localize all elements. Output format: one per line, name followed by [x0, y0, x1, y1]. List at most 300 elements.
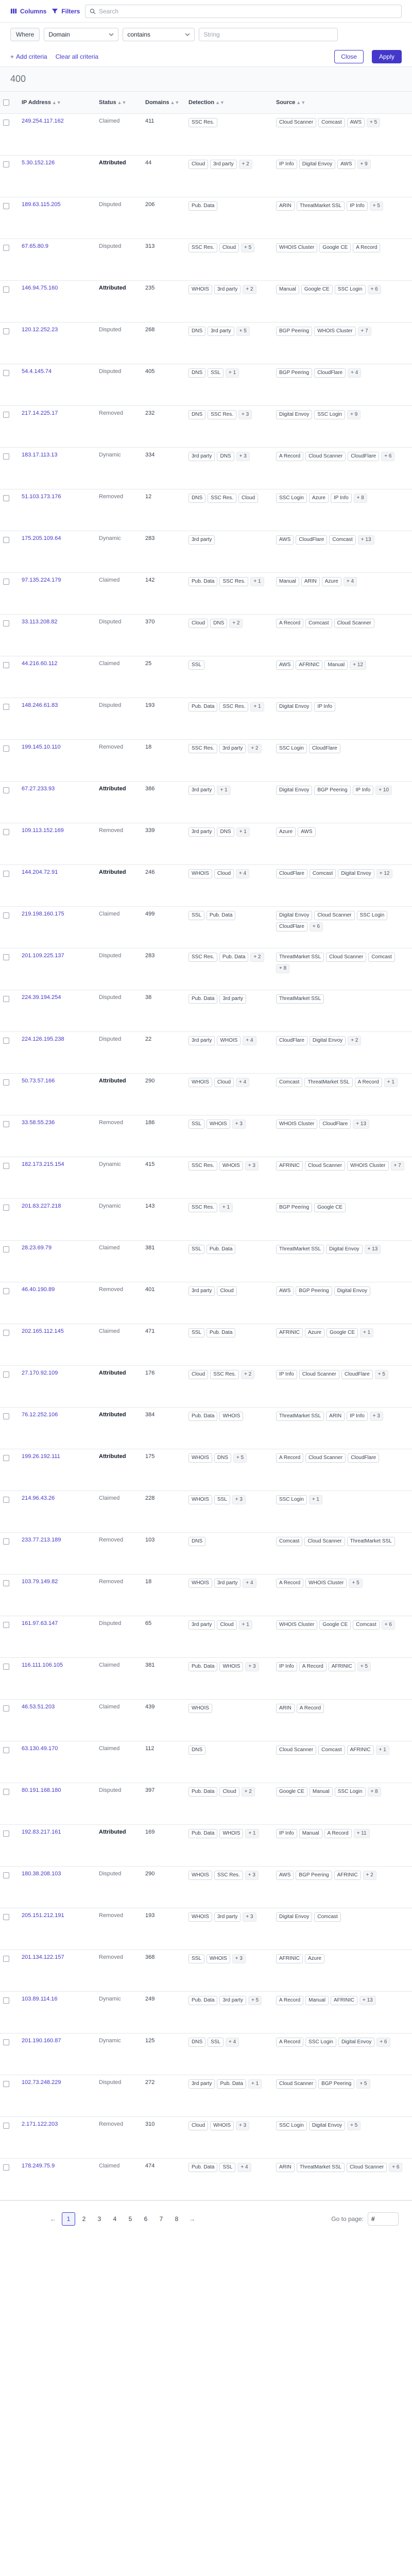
detection-more-tag[interactable]: + 3 — [245, 1662, 259, 1671]
ip-link[interactable]: 5.30.152.126 — [22, 159, 55, 166]
status-text: Removed — [99, 1912, 124, 1919]
ip-link[interactable]: 183.17.113.13 — [22, 451, 58, 458]
row-checkbox[interactable] — [3, 537, 9, 543]
detection-more-tag[interactable]: + 1 — [250, 702, 264, 711]
ip-link[interactable]: 67.27.233.93 — [22, 785, 55, 792]
detection-more-tag[interactable]: + 2 — [242, 1787, 255, 1797]
ip-link[interactable]: 80.191.168.180 — [22, 1787, 61, 1793]
status-cell — [96, 1157, 142, 1198]
detection-more-tag[interactable]: + 2 — [241, 1370, 254, 1379]
source-more-tag[interactable]: + 1 — [360, 1328, 373, 1337]
detection-more-tag[interactable]: + 1 — [236, 827, 250, 837]
source-tag: A Record — [299, 1662, 327, 1671]
detection-more-tag[interactable]: + 1 — [248, 2079, 262, 2089]
page-button[interactable]: 3 — [97, 2215, 101, 2223]
source-cell — [273, 823, 412, 865]
row-checkbox[interactable] — [3, 1622, 9, 1628]
detection-tag: WHOIS — [188, 1704, 212, 1713]
ip-link[interactable]: 54.4.145.74 — [22, 368, 52, 375]
row-checkbox[interactable] — [3, 245, 9, 251]
status-cell — [96, 531, 142, 572]
source-more-tag[interactable]: + 6 — [382, 1620, 395, 1630]
source-more-tag[interactable]: + 6 — [389, 2163, 402, 2172]
row-checkbox[interactable] — [3, 1580, 9, 1586]
detection-more-tag[interactable]: + 4 — [237, 2163, 251, 2172]
domains-count: 232 — [145, 410, 155, 416]
domains-count: 397 — [145, 1787, 155, 1793]
detection-tag: SSL — [219, 2163, 235, 2172]
ip-link[interactable]: 27.170.92.109 — [22, 1369, 58, 1376]
detection-more-tag[interactable]: + 2 — [248, 744, 261, 753]
row-checkbox[interactable] — [3, 579, 9, 585]
header-status[interactable] — [96, 92, 142, 113]
table-row[interactable] — [0, 1198, 412, 1240]
row-checkbox[interactable] — [3, 370, 9, 376]
row-checkbox[interactable] — [3, 1497, 9, 1503]
ip-cell — [19, 239, 96, 280]
source-more-tag[interactable]: + 6 — [381, 452, 394, 461]
table-row[interactable] — [0, 948, 412, 990]
table-row[interactable] — [0, 155, 412, 197]
table-row[interactable] — [0, 1365, 412, 1407]
detection-more-tag[interactable]: + 5 — [248, 1996, 262, 2005]
row-checkbox[interactable] — [3, 1038, 9, 1044]
source-more-tag[interactable]: + 5 — [347, 2121, 360, 2130]
ip-link[interactable]: 182.173.215.154 — [22, 1161, 64, 1167]
row-checkbox[interactable] — [3, 745, 9, 752]
header-detection[interactable] — [185, 92, 273, 113]
source-more-tag[interactable]: + 12 — [376, 869, 393, 878]
page-button[interactable]: 6 — [144, 2215, 148, 2223]
table-row[interactable] — [0, 1950, 412, 1991]
filters-button[interactable] — [52, 8, 80, 15]
page-button[interactable]: 7 — [159, 2215, 163, 2223]
table-row[interactable] — [0, 239, 412, 280]
header-source[interactable] — [273, 92, 412, 113]
ip-link[interactable]: 224.39.194.254 — [22, 994, 61, 1001]
ip-link[interactable]: 219.198.160.175 — [22, 910, 64, 917]
row-checkbox[interactable] — [3, 1789, 9, 1795]
source-more-tag[interactable]: + 11 — [354, 1829, 370, 1838]
row-checkbox[interactable] — [3, 412, 9, 418]
detection-tags — [188, 911, 270, 920]
detection-more-tag[interactable]: + 1 — [219, 1203, 233, 1212]
source-tag: AWS — [276, 1286, 294, 1296]
source-more-tag[interactable]: + 5 — [375, 1370, 388, 1379]
domains-count: 334 — [145, 451, 155, 458]
ip-link[interactable]: 46.40.190.89 — [22, 1286, 55, 1293]
next-page-button[interactable]: → — [189, 2215, 195, 2223]
source-more-tag[interactable]: + 5 — [367, 118, 380, 127]
search-box — [85, 5, 402, 18]
status-cell — [96, 322, 142, 364]
table-row[interactable] — [0, 1824, 412, 1866]
table-row[interactable] — [0, 1490, 412, 1532]
status-cell — [96, 781, 142, 823]
ip-link[interactable]: 214.96.43.26 — [22, 1495, 55, 1501]
table-row[interactable] — [0, 1115, 412, 1157]
domains-count: 103 — [145, 1536, 155, 1543]
ip-link[interactable]: 146.94.75.160 — [22, 284, 58, 291]
detection-more-tag[interactable]: + 3 — [238, 410, 252, 419]
detection-tags — [188, 2121, 270, 2130]
header-domains-label: Domains — [145, 99, 169, 106]
ip-link[interactable]: 51.103.173.176 — [22, 493, 61, 500]
detection-cell — [185, 2158, 273, 2200]
detection-more-tag[interactable]: + 2 — [229, 619, 243, 628]
row-checkbox[interactable] — [3, 1956, 9, 1962]
row-checkbox[interactable] — [3, 620, 9, 626]
detection-more-tag[interactable]: + 1 — [226, 368, 239, 378]
ip-link[interactable]: 180.38.208.103 — [22, 1870, 61, 1877]
row-checkbox[interactable] — [3, 161, 9, 167]
ip-link[interactable]: 28.23.69.79 — [22, 1244, 52, 1251]
row-checkbox[interactable] — [3, 453, 9, 460]
ip-link[interactable]: 201.134.122.157 — [22, 1954, 64, 1960]
ip-link[interactable]: 116.111.106.105 — [22, 1662, 63, 1668]
detection-more-tag[interactable]: + 5 — [241, 243, 254, 252]
source-more-tag[interactable]: + 8 — [354, 494, 367, 503]
source-more-tag[interactable]: + 7 — [391, 1161, 404, 1171]
table-row[interactable] — [0, 1073, 412, 1115]
source-more-tag[interactable]: + 4 — [348, 368, 361, 378]
page-button[interactable]: 8 — [175, 2215, 179, 2223]
ip-link[interactable]: 192.83.217.161 — [22, 1828, 61, 1835]
ip-link[interactable]: 102.73.248.229 — [22, 2079, 61, 2086]
detection-more-tag[interactable]: + 2 — [239, 160, 252, 169]
row-checkbox[interactable] — [3, 787, 9, 793]
detection-more-tag[interactable]: + 3 — [232, 1120, 246, 1129]
ip-link[interactable]: 205.151.212.191 — [22, 1912, 64, 1919]
table-row[interactable] — [0, 2158, 412, 2200]
table-row[interactable] — [0, 1699, 412, 1741]
field-select[interactable] — [44, 28, 118, 41]
row-checkbox[interactable] — [3, 1872, 9, 1878]
table-row[interactable] — [0, 1282, 412, 1324]
domains-count: 65 — [145, 1620, 152, 1626]
source-more-tag[interactable]: + 1 — [309, 1495, 322, 1504]
source-tag: Cloud Scanner — [276, 118, 316, 127]
source-cell — [273, 1073, 412, 1115]
clear-criteria-link[interactable]: Clear all criteria — [55, 53, 99, 60]
detection-more-tag[interactable]: + 5 — [233, 1453, 247, 1463]
source-more-tag[interactable]: + 6 — [310, 922, 323, 931]
detection-tags — [188, 1745, 270, 1755]
ip-link[interactable]: 161.97.63.147 — [22, 1620, 58, 1626]
row-checkbox[interactable] — [3, 203, 9, 209]
ip-link[interactable]: 199.26.192.111 — [22, 1453, 60, 1460]
source-tag: AWS — [276, 660, 294, 670]
page-button[interactable]: 5 — [128, 2215, 132, 2223]
row-checkbox[interactable] — [3, 2123, 9, 2129]
row-select-cell — [0, 739, 19, 781]
detection-more-tag[interactable]: + 3 — [245, 1161, 259, 1171]
source-cell — [273, 2116, 412, 2158]
ip-link[interactable]: 33.113.208.82 — [22, 618, 58, 625]
source-more-tag[interactable]: + 6 — [368, 285, 381, 294]
row-checkbox[interactable] — [3, 954, 9, 960]
ip-link[interactable]: 175.205.109.64 — [22, 535, 61, 541]
table-row[interactable] — [0, 1407, 412, 1449]
detection-more-tag[interactable]: + 4 — [236, 1078, 249, 1087]
sort-icon: ▲▼ — [296, 99, 306, 105]
ip-link[interactable]: 202.165.112.145 — [22, 1328, 64, 1334]
status-cell — [96, 2158, 142, 2200]
row-checkbox[interactable] — [3, 1455, 9, 1461]
row-checkbox[interactable] — [3, 1538, 9, 1545]
source-more-tag[interactable]: + 8 — [276, 964, 289, 973]
row-checkbox[interactable] — [3, 1163, 9, 1169]
row-checkbox[interactable] — [3, 2039, 9, 2045]
page-button[interactable]: 1 — [62, 2212, 75, 2226]
row-checkbox[interactable] — [3, 1246, 9, 1252]
row-checkbox[interactable] — [3, 1371, 9, 1378]
row-checkbox[interactable] — [3, 1831, 9, 1837]
source-more-tag[interactable]: + 7 — [358, 327, 371, 336]
source-more-tag[interactable]: + 13 — [358, 535, 374, 545]
detection-tag: SSC Res. — [188, 243, 217, 252]
table-row[interactable] — [0, 1324, 412, 1365]
ip-link[interactable]: 97.135.224.179 — [22, 577, 61, 583]
domains-cell — [142, 906, 185, 948]
table-row[interactable] — [0, 322, 412, 364]
row-checkbox[interactable] — [3, 1705, 9, 1711]
detection-more-tag[interactable]: + 1 — [217, 786, 230, 795]
table-row[interactable] — [0, 1991, 412, 2033]
row-checkbox[interactable] — [3, 1288, 9, 1294]
ip-link[interactable]: 144.204.72.91 — [22, 869, 58, 875]
row-checkbox[interactable] — [3, 2081, 9, 2087]
source-more-tag[interactable]: + 4 — [344, 577, 357, 586]
source-more-tag[interactable]: + 5 — [370, 201, 383, 211]
detection-more-tag[interactable]: + 1 — [239, 1620, 252, 1630]
row-checkbox[interactable] — [3, 1413, 9, 1419]
table-row[interactable] — [0, 2116, 412, 2158]
source-more-tag[interactable]: + 1 — [376, 1745, 389, 1755]
row-checkbox[interactable] — [3, 912, 9, 919]
table-row[interactable] — [0, 1783, 412, 1824]
table-row[interactable] — [0, 405, 412, 447]
table-row[interactable] — [0, 531, 412, 572]
ip-link[interactable]: 50.73.57.166 — [22, 1077, 55, 1084]
ip-link[interactable]: 44.216.60.112 — [22, 660, 58, 667]
table-row[interactable] — [0, 781, 412, 823]
detection-cell — [185, 1950, 273, 1991]
ip-link[interactable]: 67.65.80.9 — [22, 243, 48, 249]
source-more-tag[interactable]: + 1 — [384, 1078, 398, 1087]
ip-link[interactable]: 233.77.213.189 — [22, 1536, 61, 1543]
source-more-tag[interactable]: + 13 — [353, 1120, 369, 1129]
close-button[interactable]: Close — [334, 50, 364, 63]
row-checkbox[interactable] — [3, 1747, 9, 1753]
detection-more-tag[interactable]: + 4 — [226, 2038, 239, 2047]
ip-link[interactable]: 120.12.252.23 — [22, 326, 58, 333]
table-row[interactable] — [0, 1031, 412, 1073]
detection-more-tag[interactable]: + 3 — [236, 2121, 249, 2130]
source-more-tag[interactable]: + 2 — [363, 1871, 376, 1880]
table-row[interactable] — [0, 823, 412, 865]
row-checkbox[interactable] — [3, 996, 9, 1002]
detection-tags — [188, 869, 270, 878]
detection-tag: Pub. Data — [188, 1412, 217, 1421]
source-more-tag[interactable]: + 10 — [375, 786, 392, 795]
domains-cell — [142, 572, 185, 614]
table-row[interactable] — [0, 197, 412, 239]
row-checkbox[interactable] — [3, 1121, 9, 1127]
table-row[interactable] — [0, 656, 412, 698]
row-checkbox[interactable] — [3, 120, 9, 126]
table-row[interactable] — [0, 906, 412, 948]
row-checkbox[interactable] — [3, 1914, 9, 1920]
row-checkbox[interactable] — [3, 1079, 9, 1086]
add-criteria-link[interactable] — [10, 53, 47, 60]
ip-link[interactable]: 199.145.10.110 — [22, 743, 61, 750]
ip-link[interactable]: 148.246.61.83 — [22, 702, 58, 708]
detection-more-tag[interactable]: + 4 — [243, 1579, 256, 1588]
table-row[interactable] — [0, 1157, 412, 1198]
row-checkbox[interactable] — [3, 1330, 9, 1336]
row-checkbox[interactable] — [3, 871, 9, 877]
table-row[interactable] — [0, 739, 412, 781]
source-tag: CloudFlare — [296, 535, 327, 545]
detection-more-tag[interactable]: + 1 — [250, 577, 264, 586]
detection-more-tag[interactable]: + 3 — [243, 1912, 256, 1922]
detection-cell — [185, 656, 273, 698]
table-row[interactable] — [0, 1866, 412, 1908]
table-row[interactable] — [0, 447, 412, 489]
source-more-tag[interactable]: + 5 — [357, 1662, 371, 1671]
table-row[interactable] — [0, 1908, 412, 1950]
detection-more-tag[interactable]: + 4 — [243, 1036, 256, 1045]
table-row[interactable] — [0, 614, 412, 656]
operator-select[interactable] — [123, 28, 195, 41]
source-more-tag[interactable]: + 9 — [347, 410, 360, 419]
table-row[interactable] — [0, 1657, 412, 1699]
ip-link[interactable]: 217.14.225.17 — [22, 410, 58, 416]
ip-link[interactable]: 189.63.115.205 — [22, 201, 61, 208]
table-row[interactable] — [0, 364, 412, 405]
detection-tags — [188, 577, 270, 586]
table-row[interactable] — [0, 113, 412, 155]
source-more-tag[interactable]: + 8 — [368, 1787, 381, 1797]
source-more-tag[interactable]: + 5 — [349, 1579, 362, 1588]
value-input[interactable] — [199, 28, 338, 41]
select-all-checkbox[interactable] — [3, 99, 9, 106]
detection-tags — [188, 452, 270, 461]
header-ip[interactable] — [19, 92, 96, 113]
detection-more-tag[interactable]: + 3 — [245, 1871, 259, 1880]
detection-more-tag[interactable]: + 2 — [250, 953, 264, 962]
table-row[interactable] — [0, 280, 412, 322]
header-domains[interactable] — [142, 92, 185, 113]
source-more-tag[interactable]: + 12 — [350, 660, 366, 670]
detection-more-tag[interactable]: + 1 — [245, 1829, 259, 1838]
columns-button[interactable] — [10, 8, 46, 15]
ip-link[interactable]: 103.89.114.16 — [22, 1995, 58, 2002]
table-row[interactable] — [0, 2075, 412, 2116]
detection-more-tag[interactable]: + 3 — [232, 1495, 246, 1504]
table-row[interactable] — [0, 1449, 412, 1490]
detection-more-tag[interactable]: + 3 — [236, 452, 250, 461]
detection-tags — [188, 1620, 270, 1630]
table-row[interactable] — [0, 1741, 412, 1783]
ip-link[interactable]: 76.12.252.106 — [22, 1411, 58, 1418]
row-checkbox[interactable] — [3, 829, 9, 835]
source-more-tag[interactable]: + 6 — [376, 2038, 390, 2047]
ip-link[interactable]: 224.126.195.238 — [22, 1036, 64, 1042]
ip-link[interactable]: 46.53.51.203 — [22, 1703, 55, 1710]
detection-tag: DNS — [188, 368, 205, 378]
row-checkbox[interactable] — [3, 1664, 9, 1670]
source-tag: AWS — [298, 827, 315, 837]
apply-button[interactable]: Apply — [372, 50, 402, 63]
page-button[interactable]: 2 — [82, 2215, 86, 2223]
row-checkbox[interactable] — [3, 1205, 9, 1211]
row-checkbox[interactable] — [3, 495, 9, 501]
ip-link[interactable]: 201.190.160.87 — [22, 2037, 61, 2044]
detection-more-tag[interactable]: + 4 — [236, 869, 249, 878]
detection-more-tag[interactable]: + 5 — [236, 327, 250, 336]
table-row[interactable] — [0, 572, 412, 614]
source-cell — [273, 197, 412, 239]
row-checkbox[interactable] — [3, 704, 9, 710]
source-more-tag[interactable]: + 9 — [357, 160, 371, 169]
source-more-tag[interactable]: + 5 — [356, 2079, 370, 2089]
ip-link[interactable]: 103.79.149.82 — [22, 1578, 58, 1585]
table-row[interactable] — [0, 865, 412, 906]
search-input[interactable] — [99, 8, 397, 15]
source-more-tag[interactable]: + 3 — [370, 1412, 383, 1421]
row-checkbox[interactable] — [3, 662, 9, 668]
table-row[interactable] — [0, 489, 412, 531]
row-checkbox[interactable] — [3, 328, 9, 334]
ip-link[interactable]: 109.113.152.169 — [22, 827, 64, 834]
ip-link[interactable]: 249.254.117.162 — [22, 117, 64, 124]
row-checkbox[interactable] — [3, 286, 9, 293]
detection-more-tag[interactable]: + 2 — [243, 285, 256, 294]
detection-cell — [185, 531, 273, 572]
ip-link[interactable]: 63.130.49.170 — [22, 1745, 58, 1752]
detection-tags — [188, 827, 270, 837]
ip-link[interactable]: 178.249.75.9 — [22, 2162, 55, 2169]
detection-tag: WHOIS — [210, 2121, 234, 2130]
table-row[interactable] — [0, 2033, 412, 2075]
prev-page-button[interactable]: ← — [50, 2215, 56, 2223]
ip-link[interactable]: 201.83.227.218 — [22, 1202, 61, 1209]
table-row[interactable] — [0, 1240, 412, 1282]
source-more-tag[interactable]: + 13 — [365, 1245, 381, 1254]
table-row[interactable] — [0, 698, 412, 739]
row-checkbox[interactable] — [3, 2164, 9, 2171]
detection-more-tag[interactable]: + 3 — [232, 1954, 246, 1963]
source-more-tag[interactable]: + 2 — [348, 1036, 361, 1045]
table-row[interactable] — [0, 1574, 412, 1616]
table-row[interactable] — [0, 1616, 412, 1657]
source-cell — [273, 1950, 412, 1991]
table-row[interactable] — [0, 1532, 412, 1574]
ip-link[interactable]: 33.58.55.236 — [22, 1119, 55, 1126]
status-cell — [96, 572, 142, 614]
ip-link[interactable]: 201.109.225.137 — [22, 952, 64, 959]
detection-cell — [185, 1073, 273, 1115]
source-more-tag[interactable]: + 13 — [359, 1996, 376, 2005]
table-row[interactable] — [0, 990, 412, 1031]
goto-page-input[interactable] — [368, 2212, 399, 2226]
page-button[interactable]: 4 — [113, 2215, 117, 2223]
ip-link[interactable]: 2.171.122.203 — [22, 2121, 58, 2127]
row-checkbox[interactable] — [3, 1997, 9, 2004]
source-tag: ARIN — [326, 1412, 345, 1421]
